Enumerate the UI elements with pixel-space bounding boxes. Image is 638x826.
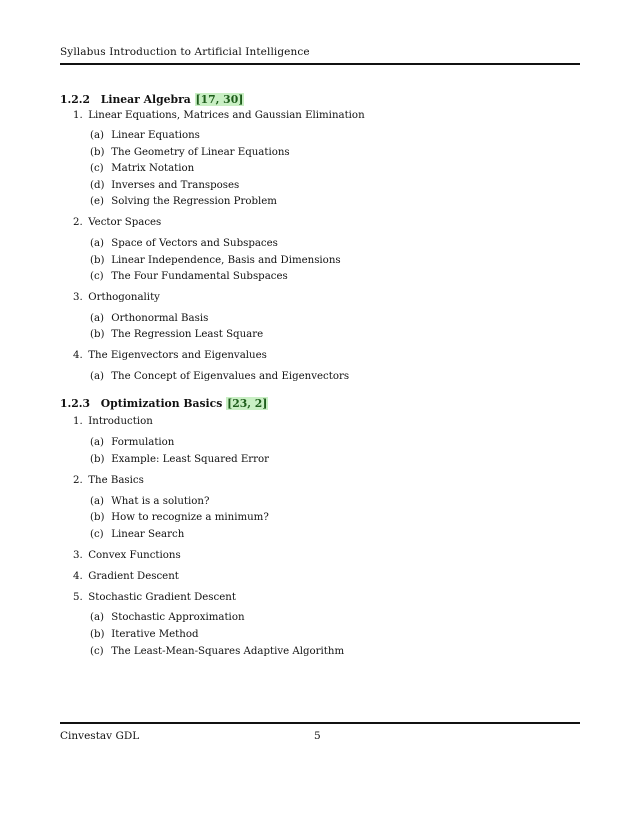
sub-item <box>90 147 290 158</box>
sub-item-letter: (e) <box>90 196 104 207</box>
sub-item-label: Orthonormal Basis <box>111 313 209 324</box>
citation-link[interactable]: [17, 30] <box>195 93 244 106</box>
sub-item-label: Iterative Method <box>111 629 199 640</box>
sub-item-label: Formulation <box>111 437 175 448</box>
list-item <box>73 110 365 121</box>
section-number: 1.2.3 <box>60 397 91 410</box>
sub-item <box>90 329 263 340</box>
sub-item-letter: (a) <box>90 437 105 448</box>
sub-item-label: Stochastic Approximation <box>111 612 245 623</box>
sub-item <box>90 512 269 523</box>
sub-item-label: Linear Independence, Basis and Dimensions <box>111 255 341 266</box>
sub-item-label: Linear Equations <box>111 130 200 141</box>
item-label: Vector Spaces <box>88 217 162 228</box>
item-number: 3. <box>73 292 83 303</box>
sub-item <box>90 271 288 282</box>
item-label: Stochastic Gradient Descent <box>88 592 236 603</box>
sub-item-label: The Geometry of Linear Equations <box>111 147 290 158</box>
section-title: Optimization Basics <box>100 397 223 410</box>
sub-item-letter: (c) <box>90 271 104 282</box>
item-label: The Basics <box>88 475 144 486</box>
sub-item <box>90 612 245 623</box>
sub-item-letter: (c) <box>90 529 104 540</box>
list-item <box>73 292 160 303</box>
item-number: 5. <box>73 592 83 603</box>
sub-item-label: Space of Vectors and Subspaces <box>111 238 278 249</box>
sub-item-letter: (a) <box>90 238 105 249</box>
sub-item-letter: (b) <box>90 454 105 465</box>
item-label: Orthogonality <box>88 292 160 303</box>
sub-item <box>90 629 199 640</box>
item-number: 3. <box>73 550 83 561</box>
item-number: 1. <box>73 416 83 427</box>
sub-item-letter: (b) <box>90 255 105 266</box>
sub-item-label: How to recognize a minimum? <box>111 512 269 523</box>
item-label: Convex Functions <box>88 550 181 561</box>
sub-item-label: The Regression Least Square <box>111 329 264 340</box>
sub-item-letter: (c) <box>90 646 104 657</box>
list-item <box>73 350 267 361</box>
sub-item-letter: (b) <box>90 329 105 340</box>
sub-item-letter: (c) <box>90 163 104 174</box>
sub-item <box>90 180 239 191</box>
sub-item <box>90 196 277 207</box>
sub-item <box>90 163 194 174</box>
sub-item-letter: (a) <box>90 612 105 623</box>
section-heading-linear-algebra <box>60 93 244 106</box>
list-item <box>73 550 181 561</box>
section-number: 1.2.2 <box>60 93 91 106</box>
item-number: 2. <box>73 475 83 486</box>
list-item <box>73 217 161 228</box>
header-rule <box>60 63 580 65</box>
sub-item <box>90 313 208 324</box>
sub-item-label: Matrix Notation <box>111 163 195 174</box>
sub-item-letter: (d) <box>90 180 105 191</box>
item-label: Linear Equations, Matrices and Gaussian Elimination <box>88 110 365 121</box>
item-label: Gradient Descent <box>88 571 179 582</box>
list-item <box>73 571 179 582</box>
item-number: 2. <box>73 217 83 228</box>
footer-institution: Cinvestav GDL <box>60 730 140 742</box>
sub-item <box>90 437 174 448</box>
item-number: 4. <box>73 571 83 582</box>
list-item <box>73 416 153 427</box>
sub-item-label: The Least-Mean-Squares Adaptive Algorithm <box>111 646 345 657</box>
sub-item-label: The Concept of Eigenvalues and Eigenvectors <box>111 371 350 382</box>
sub-item-letter: (a) <box>90 313 105 324</box>
page-number: 5 <box>314 730 321 742</box>
list-item <box>73 592 236 603</box>
sub-item-label: Inverses and Transposes <box>111 180 240 191</box>
sub-item-letter: (a) <box>90 371 105 382</box>
footer-rule <box>60 722 580 724</box>
sub-item-letter: (a) <box>90 130 105 141</box>
sub-item <box>90 496 209 507</box>
sub-item-label: Example: Least Squared Error <box>111 454 270 465</box>
sub-item-letter: (b) <box>90 512 105 523</box>
sub-item-label: What is a solution? <box>111 496 210 507</box>
running-header: Syllabus Introduction to Artificial Intelligence <box>60 46 310 58</box>
item-number: 1. <box>73 110 83 121</box>
item-label: The Eigenvectors and Eigenvalues <box>88 350 267 361</box>
citation-link[interactable]: [23, 2] <box>227 397 268 410</box>
sub-item-label: Linear Search <box>111 529 185 540</box>
section-title: Linear Algebra <box>100 93 191 106</box>
sub-item <box>90 529 184 540</box>
sub-item <box>90 371 349 382</box>
sub-item-letter: (a) <box>90 496 105 507</box>
sub-item-letter: (b) <box>90 147 105 158</box>
sub-item <box>90 130 200 141</box>
sub-item-letter: (b) <box>90 629 105 640</box>
sub-item-label: Solving the Regression Problem <box>111 196 277 207</box>
sub-item <box>90 255 341 266</box>
section-heading-optimization-basics <box>60 397 268 410</box>
sub-item <box>90 646 344 657</box>
sub-item <box>90 238 278 249</box>
sub-item-label: The Four Fundamental Subspaces <box>111 271 288 282</box>
list-item <box>73 475 144 486</box>
item-number: 4. <box>73 350 83 361</box>
item-label: Introduction <box>88 416 153 427</box>
sub-item <box>90 454 269 465</box>
